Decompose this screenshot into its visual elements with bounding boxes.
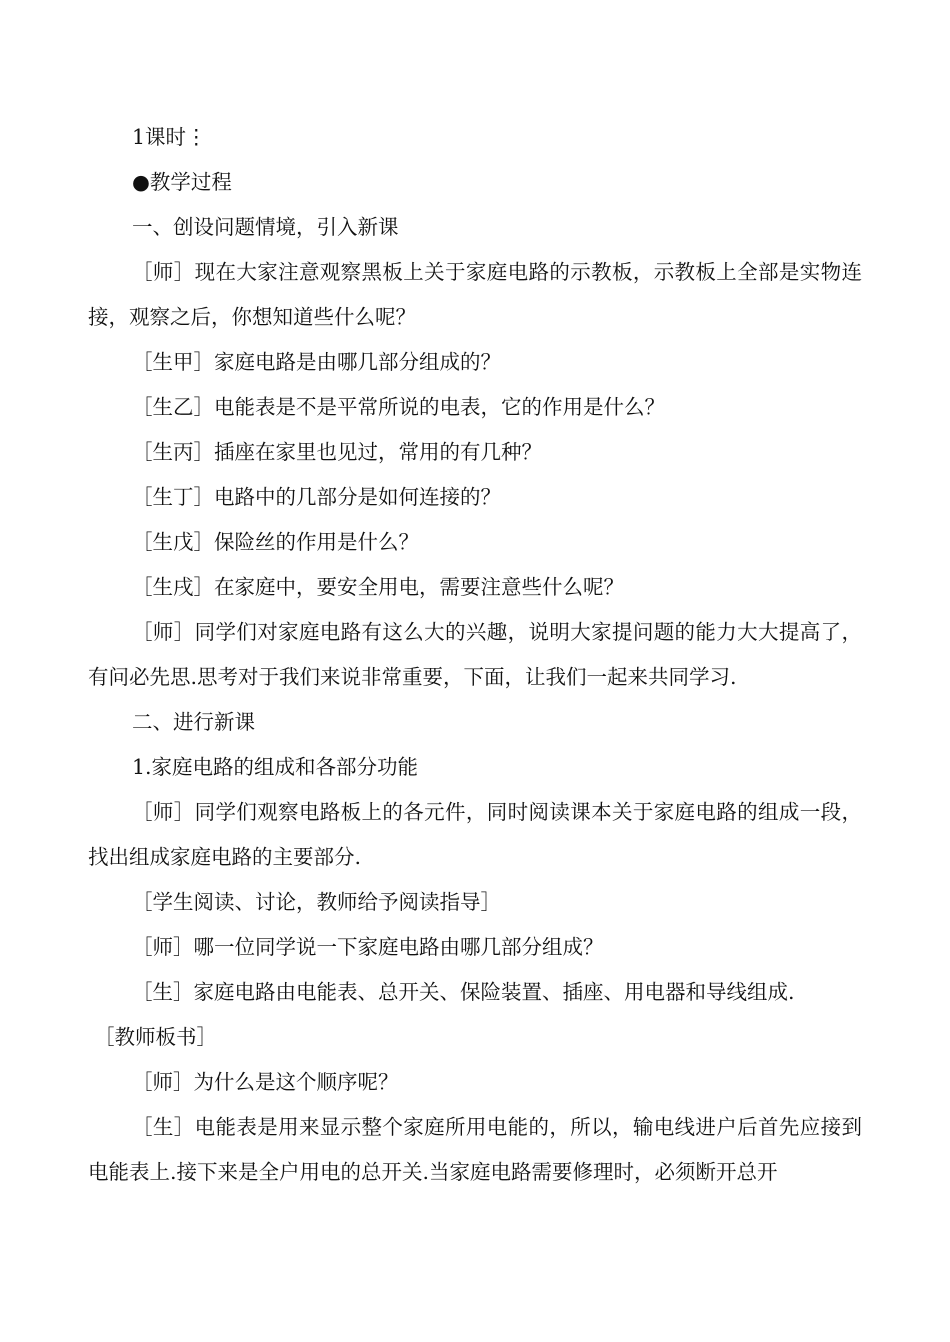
paragraph-student-explain: ［生］电能表是用来显示整个家庭所用电能的，所以，输电线进户后首先应接到电能表上.接下来是全户用电的总开关.当家庭电路需要修理时，必须断开总开 [88,1115,862,1184]
paragraph-student-d: ［生丁］电路中的几部分是如何连接的？ [132,485,501,509]
heading-part-one: 一、创设问题情境，引入新课 [132,215,399,239]
paragraph-teacher-order: ［师］为什么是这个顺序呢？ [132,1070,399,1094]
paragraph-teacher-observe: ［师］同学们观察电路板上的各元件，同时阅读课本关于家庭电路的组成一段，找出组成家庭电路的主要部分. [88,800,862,869]
paragraph-teacher-question: ［师］哪一位同学说一下家庭电路由哪几部分组成？ [132,935,604,959]
subheading-circuit-composition: 1.家庭电路的组成和各部分功能 [132,755,419,779]
paragraph-student-a: ［生甲］家庭电路是由哪几部分组成的？ [132,350,501,374]
paragraph-student-answer: ［生］家庭电路由电能表、总开关、保险装置、插座、用电器和导线组成. [132,980,795,1004]
paragraph-student-f: ［生戌］在家庭中，要安全用电，需要注意些什么呢？ [132,575,624,599]
paragraph-student-e: ［生戊］保险丝的作用是什么？ [132,530,419,554]
paragraph-student-reading: ［学生阅读、讨论，教师给予阅读指导］ [132,890,501,914]
section-teaching-process: ●教学过程 [132,170,232,194]
paragraph-student-b: ［生乙］电能表是不是平常所说的电表，它的作用是什么？ [132,395,665,419]
heading-part-two: 二、进行新课 [132,710,255,734]
paragraph-board-note: ［教师板书］ [94,1025,217,1049]
paragraph-teacher-response: ［师］同学们对家庭电路有这么大的兴趣，说明大家提问题的能力大大提高了，有问必先思.思考对于我们来说非常重要，下面，让我们一起来共同学习. [88,620,862,689]
lesson-hours: 1课时⋮ [132,125,207,149]
paragraph-teacher-intro: ［师］现在大家注意观察黑板上关于家庭电路的示教板，示教板上全部是实物连接，观察之后，你想知道些什么呢？ [88,260,862,329]
document-body [88,115,862,1195]
paragraph-student-c: ［生丙］插座在家里也见过，常用的有几种？ [132,440,542,464]
